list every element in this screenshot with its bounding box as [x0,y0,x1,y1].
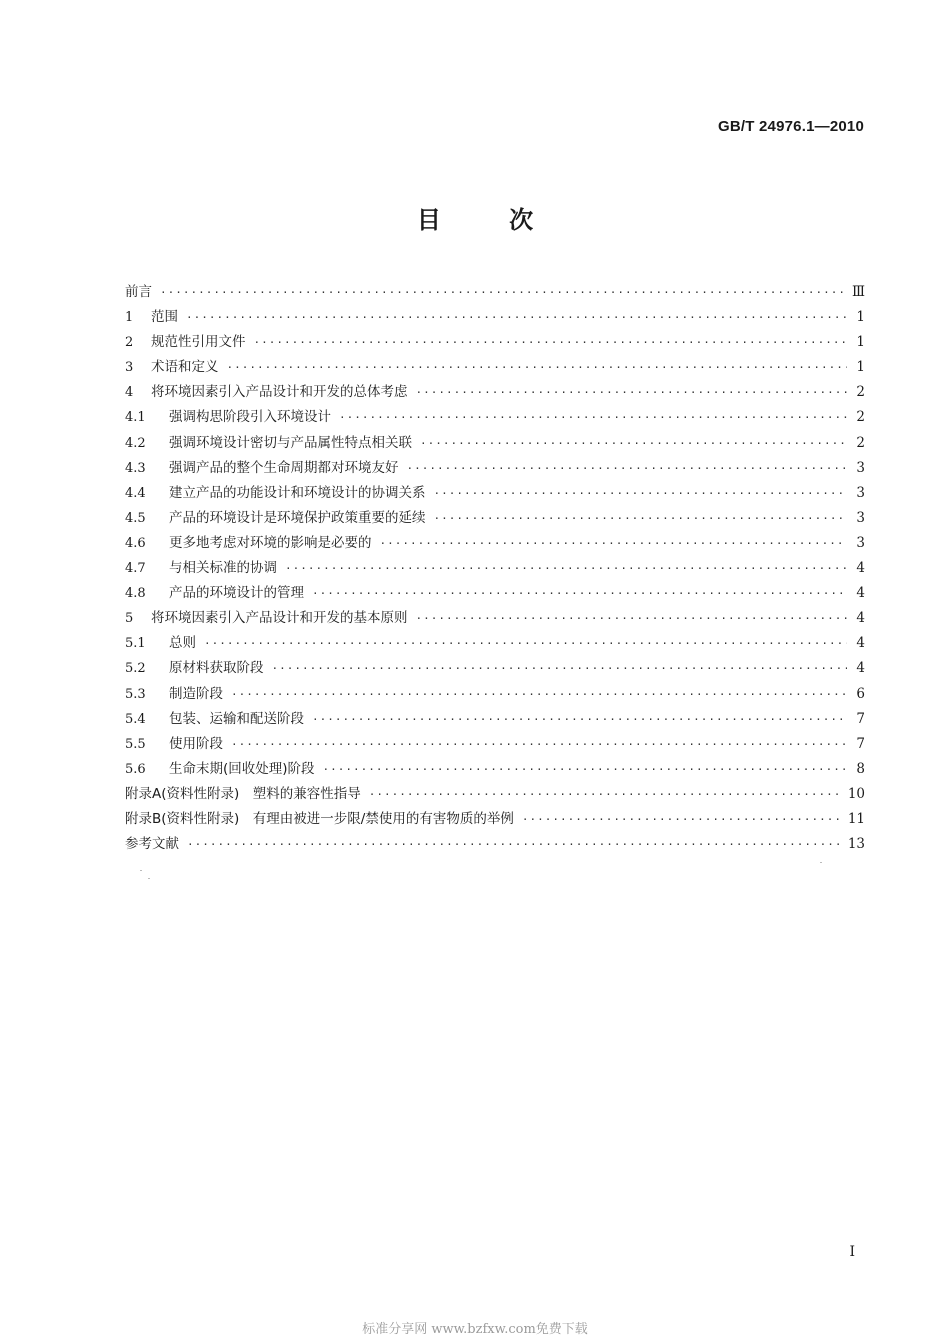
scan-speck [148,878,150,879]
toc-entry[interactable] [125,506,865,531]
toc-entry-number: 3 [125,360,134,376]
toc-entry-page: 7 [856,735,865,752]
toc-entry-number: 2 [125,335,134,351]
toc-dot-leader [160,280,846,305]
page-title [0,200,950,235]
title-char-1: 目 [416,206,441,234]
toc-dot-leader [323,757,847,782]
toc-entry-number: 4.8 [125,586,146,602]
toc-entry[interactable] [125,732,865,757]
toc-entry-page: 13 [847,836,865,853]
toc-entry[interactable] [125,481,865,506]
toc-entry[interactable] [125,305,865,330]
toc-dot-leader [204,631,847,656]
scan-speck [820,862,822,863]
toc-entry-number: 1 [125,310,134,326]
toc-entry-label: 使用阶段 [169,735,223,752]
scan-speck [140,870,142,871]
toc-entry[interactable] [125,280,865,305]
toc-entry-number: 4.7 [125,561,146,577]
toc-dot-leader [227,355,848,380]
toc-entry-label: 强调产品的整个生命周期都对环境友好 [169,459,399,476]
toc-entry[interactable] [125,456,865,481]
watermark: 标准分享网 www.bzfxw.com免费下载 [362,1322,588,1337]
toc-entry-number: 5.6 [125,761,146,777]
table-of-contents [125,280,865,857]
toc-dot-leader [522,807,842,832]
toc-entry-label: 包装、运输和配送阶段 [169,710,304,727]
toc-entry[interactable] [125,556,865,581]
toc-dot-leader [434,481,848,506]
toc-entry[interactable] [125,330,865,355]
toc-entry-label: 规范性引用文件 [151,334,246,351]
toc-entry-label: 附录B(资料性附录) 有理由被进一步限/禁使用的有害物质的举例 [125,810,514,827]
toc-entry-label: 建立产品的功能设计和环境设计的协调关系 [169,484,426,501]
toc-entry-label: 产品的环境设计的管理 [169,585,304,602]
toc-dot-leader [231,732,847,757]
standard-code: GB/T 24976.1—2010 [718,118,864,135]
toc-dot-leader [312,707,847,732]
toc-entry-page: 3 [856,534,865,551]
toc-dot-leader [416,606,848,631]
toc-entry-number: 5.1 [125,636,146,652]
toc-entry-page: 7 [856,710,865,727]
toc-entry-page: 4 [856,610,865,627]
toc-entry[interactable] [125,380,865,405]
toc-entry[interactable] [125,581,865,606]
toc-entry-label: 强调环境设计密切与产品属性特点相关联 [169,434,412,451]
toc-entry[interactable] [125,757,865,782]
toc-entry-label: 与相关标准的协调 [169,560,277,577]
toc-entry-label: 总则 [169,635,196,652]
toc-entry-label: 生命末期(回收处理)阶段 [169,760,315,777]
toc-entry-page: 3 [856,484,865,501]
toc-entry-label: 术语和定义 [151,359,219,376]
toc-entry-label: 产品的环境设计是环境保护政策重要的延续 [169,509,426,526]
toc-entry-number: 5.3 [125,686,146,702]
toc-entry[interactable] [125,431,865,456]
toc-entry-page: 10 [847,785,865,802]
toc-entry-page: 4 [856,660,865,677]
toc-entry[interactable] [125,531,865,556]
toc-entry[interactable] [125,606,865,631]
toc-dot-leader [369,782,842,807]
toc-dot-leader [339,405,847,430]
toc-dot-leader [231,682,847,707]
toc-dot-leader [272,656,848,681]
toc-entry[interactable] [125,656,865,681]
toc-dot-leader [187,832,842,857]
toc-entry-number: 5.2 [125,661,146,677]
toc-entry[interactable] [125,682,865,707]
page-number: I [849,1244,855,1260]
toc-dot-leader [420,431,847,456]
toc-entry-page: 1 [856,334,865,351]
toc-entry-number: 4.6 [125,535,146,551]
toc-dot-leader [186,305,847,330]
toc-dot-leader [380,531,848,556]
toc-entry[interactable] [125,631,865,656]
toc-entry-number: 4.3 [125,460,146,476]
toc-entry-label: 将环境因素引入产品设计和开发的基本原则 [151,610,408,627]
toc-entry-number: 4.2 [125,435,146,451]
toc-entry-page: 1 [856,309,865,326]
toc-dot-leader [254,330,848,355]
toc-entry-number: 4.1 [125,410,146,426]
toc-entry-number: 5.5 [125,736,146,752]
toc-entry-number: 4 [125,385,134,401]
toc-entry-label: 将环境因素引入产品设计和开发的总体考虑 [151,384,408,401]
title-char-2: 次 [509,206,534,234]
toc-entry-label: 参考文献 [125,836,179,853]
toc-entry-page: 3 [856,509,865,526]
toc-entry-number: 4.5 [125,510,146,526]
toc-entry-page: 3 [856,459,865,476]
toc-entry-number: 4.4 [125,485,146,501]
toc-dot-leader [416,380,848,405]
toc-entry-page: 2 [856,409,865,426]
toc-entry-page: 4 [856,635,865,652]
toc-dot-leader [407,456,848,481]
toc-entry-page: 11 [847,810,865,827]
toc-entry-page: 8 [856,760,865,777]
toc-entry[interactable] [125,405,865,430]
toc-dot-leader [312,581,847,606]
toc-entry-label: 前言 [125,284,152,300]
toc-entry-label: 范围 [151,309,178,326]
toc-entry[interactable] [125,807,865,832]
toc-entry-page: 6 [856,685,865,702]
toc-entry[interactable] [125,355,865,380]
toc-entry-page: 2 [856,434,865,451]
toc-entry-page: 4 [856,585,865,602]
toc-entry[interactable] [125,782,865,807]
toc-entry-page: 1 [856,359,865,376]
toc-dot-leader [434,506,848,531]
toc-entry[interactable] [125,707,865,732]
toc-entry-label: 强调构思阶段引入环境设计 [169,409,331,426]
toc-entry-number: 5.4 [125,711,146,727]
toc-entry-label: 制造阶段 [169,685,223,702]
toc-entry-page: Ⅲ [851,284,865,300]
toc-dot-leader [285,556,847,581]
toc-entry-label: 更多地考虑对环境的影响是必要的 [169,534,372,551]
toc-entry[interactable] [125,832,865,857]
toc-entry-page: 4 [856,560,865,577]
toc-entry-label: 附录A(资料性附录) 塑料的兼容性指导 [125,785,361,802]
toc-entry-page: 2 [856,384,865,401]
toc-entry-number: 5 [125,611,134,627]
toc-entry-label: 原材料获取阶段 [169,660,264,677]
